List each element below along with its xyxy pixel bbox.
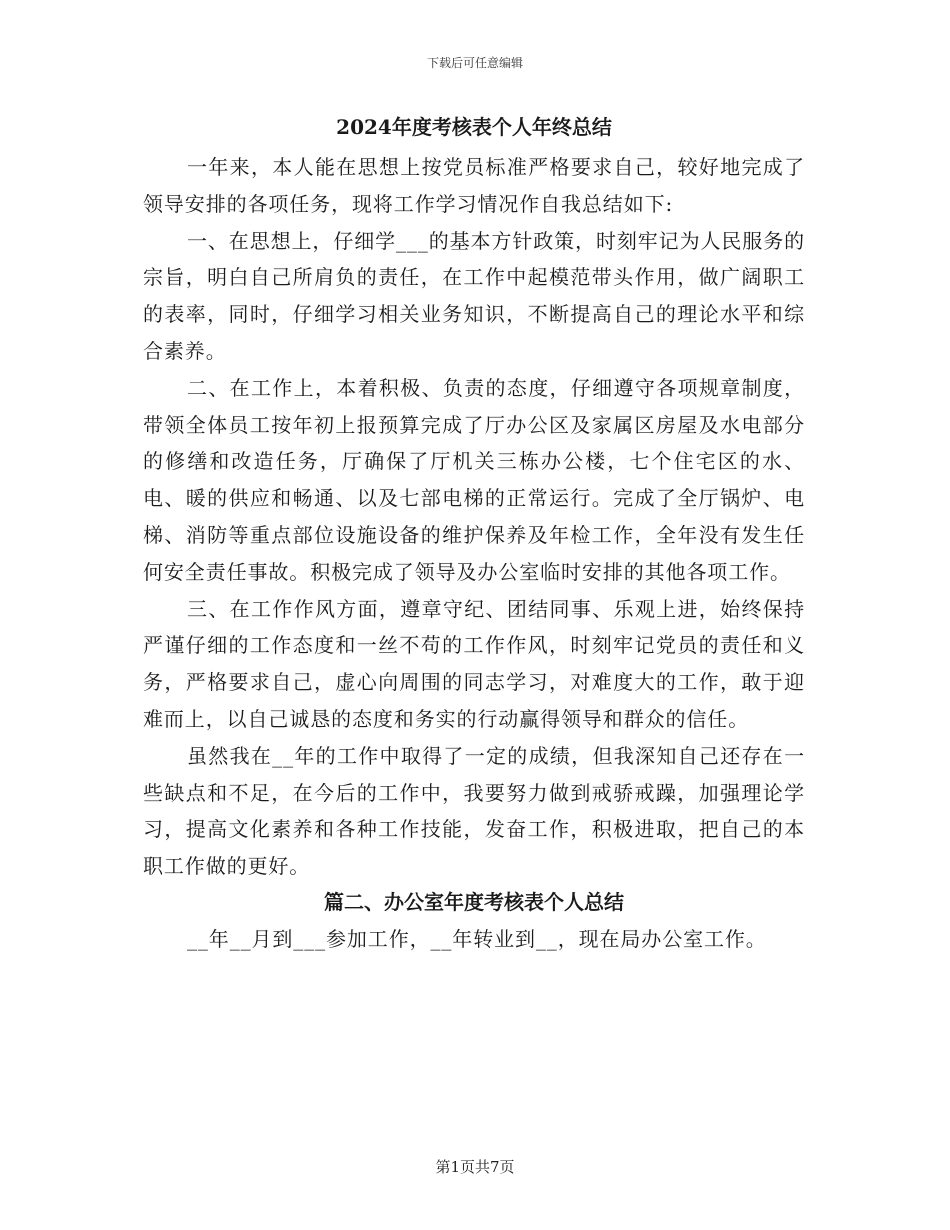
paragraph-style: 三、在工作作风方面，遵章守纪、团结同事、乐观上进，始终保持严谨仔细的工作态度和一丝不苟的工作作风，时刻牢记党员的责任和义务，严格要求自己，虚心向周围的同志学习，对难度大的工作，敢于迎难而上，以自己诚恳的态度和务实的行动赢得领导和群众的信任。: [143, 596, 805, 731]
page-number: 第1页共7页: [435, 1158, 515, 1176]
paragraph-work: 二、在工作上，本着积极、负责的态度，仔细遵守各项规章制度，带领全体员工按年初上报预算完成了厅办公区及家属区房屋及水电部分的修缮和改造任务，厅确保了厅机关三栋办公楼，七个住宅区的水、电、暖的供应和畅通、以及七部电梯的正常运行。完成了全厅锅炉、电梯、消防等重点部位设施设备的维护保养及年检工作，全年没有发生任何安全责任事故。积极完成了领导及办公室临时安排的其他各项工作。: [143, 375, 805, 584]
paragraph-section2-start: __年__月到___参加工作，__年转业到__，现在局办公室工作。: [187, 926, 767, 951]
section-title-2: 篇二、办公室年度考核表个人总结: [324, 889, 624, 914]
paragraph-conclusion: 虽然我在__年的工作中取得了一定的成绩，但我深知自己还存在一些缺点和不足，在今后的工作中，我要努力做到戒骄戒躁，加强理论学习，提高文化素养和各种工作技能，发奋工作，积极进取，把自己的本职工作做的更好。: [143, 743, 805, 879]
paragraph-intro: 一年来，本人能在思想上按党员标准严格要求自己，较好地完成了领导安排的各项任务，现将工作学习情况作自我总结如下:: [143, 155, 805, 216]
paragraph-thought: 一、在思想上，仔细学___的基本方针政策，时刻牢记为人民服务的宗旨，明白自己所肩负的责任，在工作中起模范带头作用，做广阔职工的表率，同时，仔细学习相关业务知识，不断提高自己的理论水平和综合素养。: [143, 228, 805, 363]
document-body: [143, 112, 805, 958]
header-note: 下载后可任意编辑: [426, 56, 523, 70]
document-title: 2024年度考核表个人年终总结: [336, 115, 612, 139]
